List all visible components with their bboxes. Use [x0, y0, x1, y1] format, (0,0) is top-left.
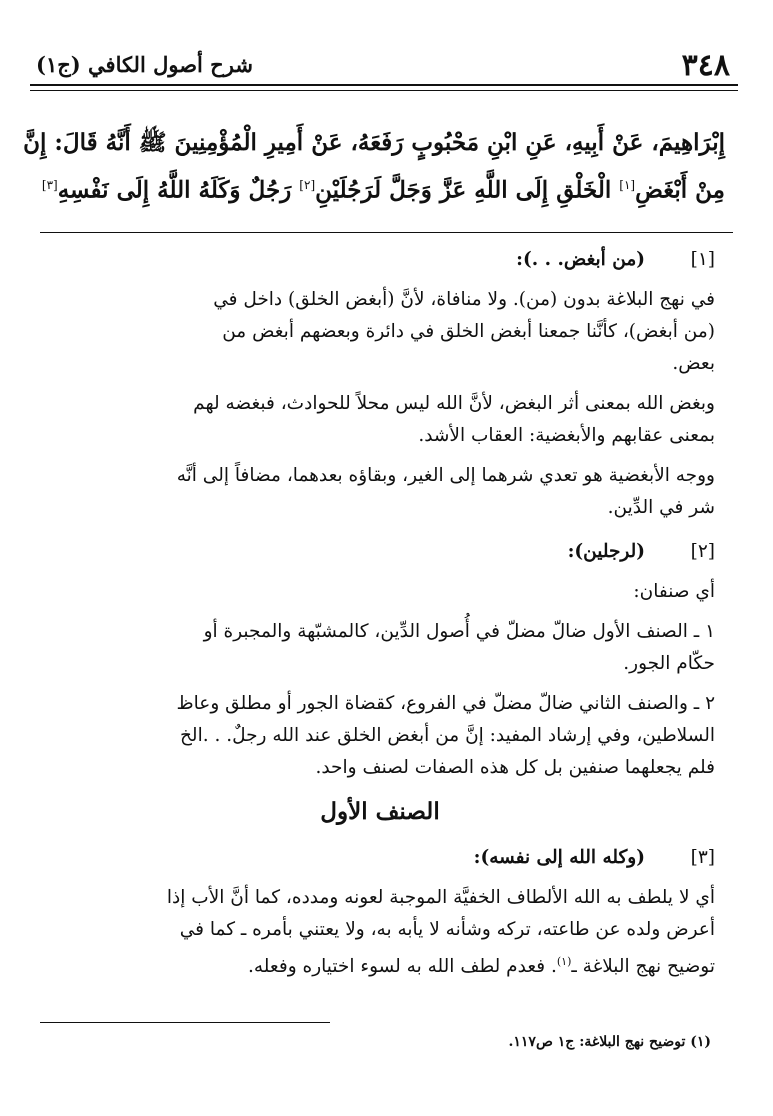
- note-number: [١]: [690, 249, 715, 270]
- paragraph: أي صنفان:: [633, 581, 715, 602]
- note-1: [45, 240, 715, 524]
- paragraph: أي لا يلطف به الله الألطاف الخفيَّة الموجبة لعونه ومدده، كما أنَّ الأب إذا أعرض ولده عن طاعته، تركه وشأنه لا يأبه به، ولا يعتني بأمره ـ كما في توضيح نهج البلاغة ـ$^{(١)}$. فعدم لطف الله به لسوء اختياره وفعله.: [166, 887, 715, 978]
- footnote-ref: (١): [556, 955, 572, 968]
- footnote: (١) توضيح نهج البلاغة: ج١ ص١١٧.: [508, 1034, 711, 1050]
- ref-2: [٢]: [299, 178, 316, 192]
- footnote-separator: [40, 1022, 330, 1023]
- ref-1: [١]: [619, 178, 636, 192]
- note-2: [45, 532, 715, 784]
- text-separator: [40, 232, 733, 233]
- ref-3: [٣]: [41, 178, 58, 192]
- note-number: [٣]: [690, 847, 715, 868]
- paragraph: وبغض الله بمعنى أثر البغض، لأنَّ الله ليس محلاً للحوادث، فبغضه لهم بمعنى عقابهم والأبغضية: العقاب الأشد.: [193, 393, 715, 446]
- paragraph: في نهج البلاغة بدون (من). ولا منافاة، لأنَّ (أبغض الخلق) داخل في (من أبغض)، كأنَّنا جمعنا أبغض الخلق في دائرة وبعضهم أبغض من بعض.: [213, 289, 715, 374]
- paragraph: ١ ـ الصنف الأول ضالّ مضلّ في أُصول الدِّين، كالمشبّهة والمجبرة أو حكّام الجور.: [203, 621, 715, 674]
- paragraph: ٢ ـ والصنف الثاني ضالّ مضلّ في الفروع، كقضاة الجور أو مطلق وعاظ السلاطين، وفي إرشاد المفيد: إنَّ من أبغض الخلق عند الله رجلٌ. . .الخ فلم يجعلهما صنفين بل كل هذه الصفات لصنف واحد.: [176, 693, 715, 778]
- note-title: (وكله الله إلى نفسه):: [473, 847, 645, 868]
- header-rule-thin: [30, 90, 738, 91]
- note-title: (من أبغض. . .):: [516, 249, 645, 270]
- note-number: [٢]: [690, 541, 715, 562]
- hadith-line-2: مِنْ أَبْغَضِ[١] الْخَلْقِ إِلَى اللَّهِ عَزَّ وَجَلَّ لَرَجُلَيْنِ[٢] رَجُلٌ وَكَلَهُ اللَّهُ إِلَى نَفْسِهِ[٣]: [41, 176, 725, 204]
- note-title: (لرجلين):: [567, 541, 645, 562]
- commentary-body: [45, 240, 715, 991]
- header-rule: [30, 84, 738, 86]
- paragraph: ووجه الأبغضية هو تعدي شرهما إلى الغير، وبقاؤه بعدهما، مضافاً إلى أنَّه شر في الدِّين.: [176, 465, 715, 518]
- hadith-line-1: إِبْرَاهِيمَ، عَنْ أَبِيهِ، عَنِ ابْنِ مَحْبُوبٍ رَفَعَهُ، عَنْ أَمِيرِ الْمُؤْمِنِينَ ﷺ أَنَّهُ قَالَ: إِنَّ: [23, 129, 725, 156]
- running-title: شرح أصول الكافي (ج١): [36, 52, 253, 77]
- note-3: [45, 838, 715, 983]
- hadith-text: [23, 122, 725, 212]
- section-heading: الصنف الأول: [320, 798, 440, 825]
- page-header: [30, 42, 738, 86]
- page-number: ٣٤٨: [681, 48, 730, 83]
